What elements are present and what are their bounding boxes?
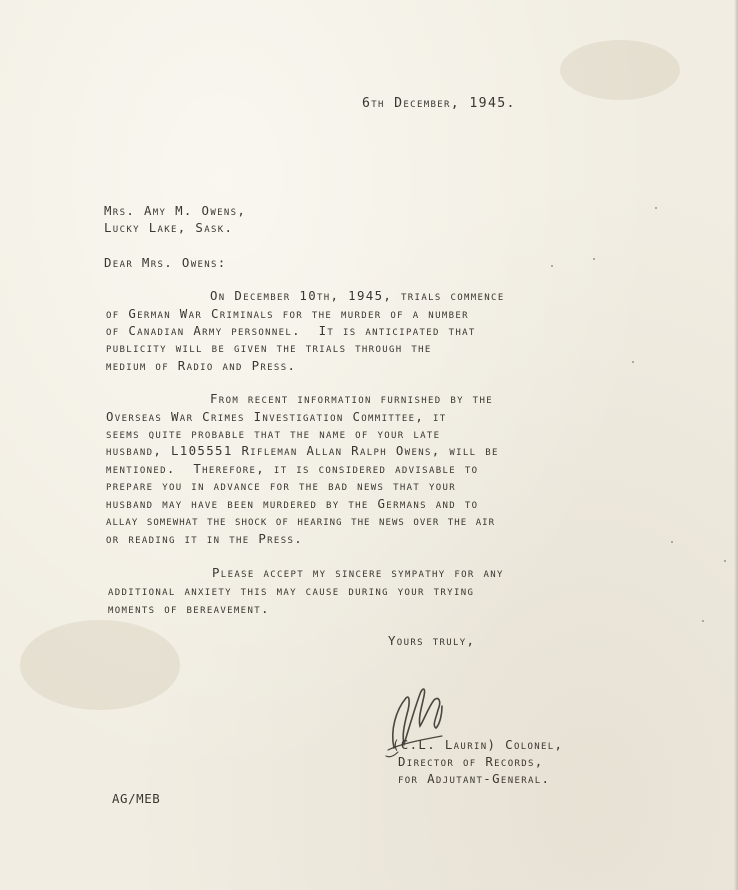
paragraph-2-line: Overseas War Crimes Investigation Committee, it [106, 409, 447, 424]
signature-position: Director of Records, [398, 754, 544, 769]
paragraph-1-line: of German War Criminals for the murder of a number [106, 306, 469, 321]
paragraph-2-line: prepare you in advance for the bad news that your [106, 478, 457, 493]
paragraph-2-line: or reading it in the Press. [106, 531, 304, 546]
reference-initials: AG/MEB [112, 791, 161, 806]
paragraph-2-line: mentioned. Therefore, it is considered advisable to [106, 461, 479, 476]
signature-on-behalf: for Adjutant-General. [398, 771, 551, 786]
paragraph-2-line: husband, L105551 Rifleman Allan Ralph Owens, will be [106, 443, 499, 458]
page-edge-shadow [734, 0, 738, 890]
recipient-name: Mrs. Amy M. Owens, [104, 203, 247, 218]
paragraph-3-line: Please accept my sincere sympathy for any [212, 565, 504, 580]
paragraph-1-line: of Canadian Army personnel. It is anticipated that [106, 323, 476, 338]
salutation: Dear Mrs. Owens: [104, 255, 227, 270]
paragraph-3-line: additional anxiety this may cause during your trying [108, 583, 475, 598]
paper-stain [560, 40, 680, 100]
signature-name-title: (C.L. Laurin) Colonel, [392, 737, 564, 752]
letter-date: 6th December, 1945. [362, 96, 516, 111]
paragraph-2-line: allay somewhat the shock of hearing the news over the air [106, 513, 496, 528]
paragraph-3-line: moments of bereavement. [108, 601, 270, 616]
paragraph-2-line: From recent information furnished by the [210, 391, 493, 406]
paragraph-1-line: On December 10th, 1945, trials commence [210, 288, 505, 303]
recipient-address: Lucky Lake, Sask. [104, 220, 234, 235]
paper-stain [20, 620, 180, 710]
closing: Yours truly, [388, 633, 476, 648]
paragraph-1-line: medium of Radio and Press. [106, 358, 297, 373]
paragraph-1-line: publicity will be given the trials through the [106, 340, 432, 355]
paragraph-2-line: husband may have been murdered by the Germans and to [106, 496, 479, 511]
paragraph-2-line: seems quite probable that the name of your late [106, 426, 441, 441]
